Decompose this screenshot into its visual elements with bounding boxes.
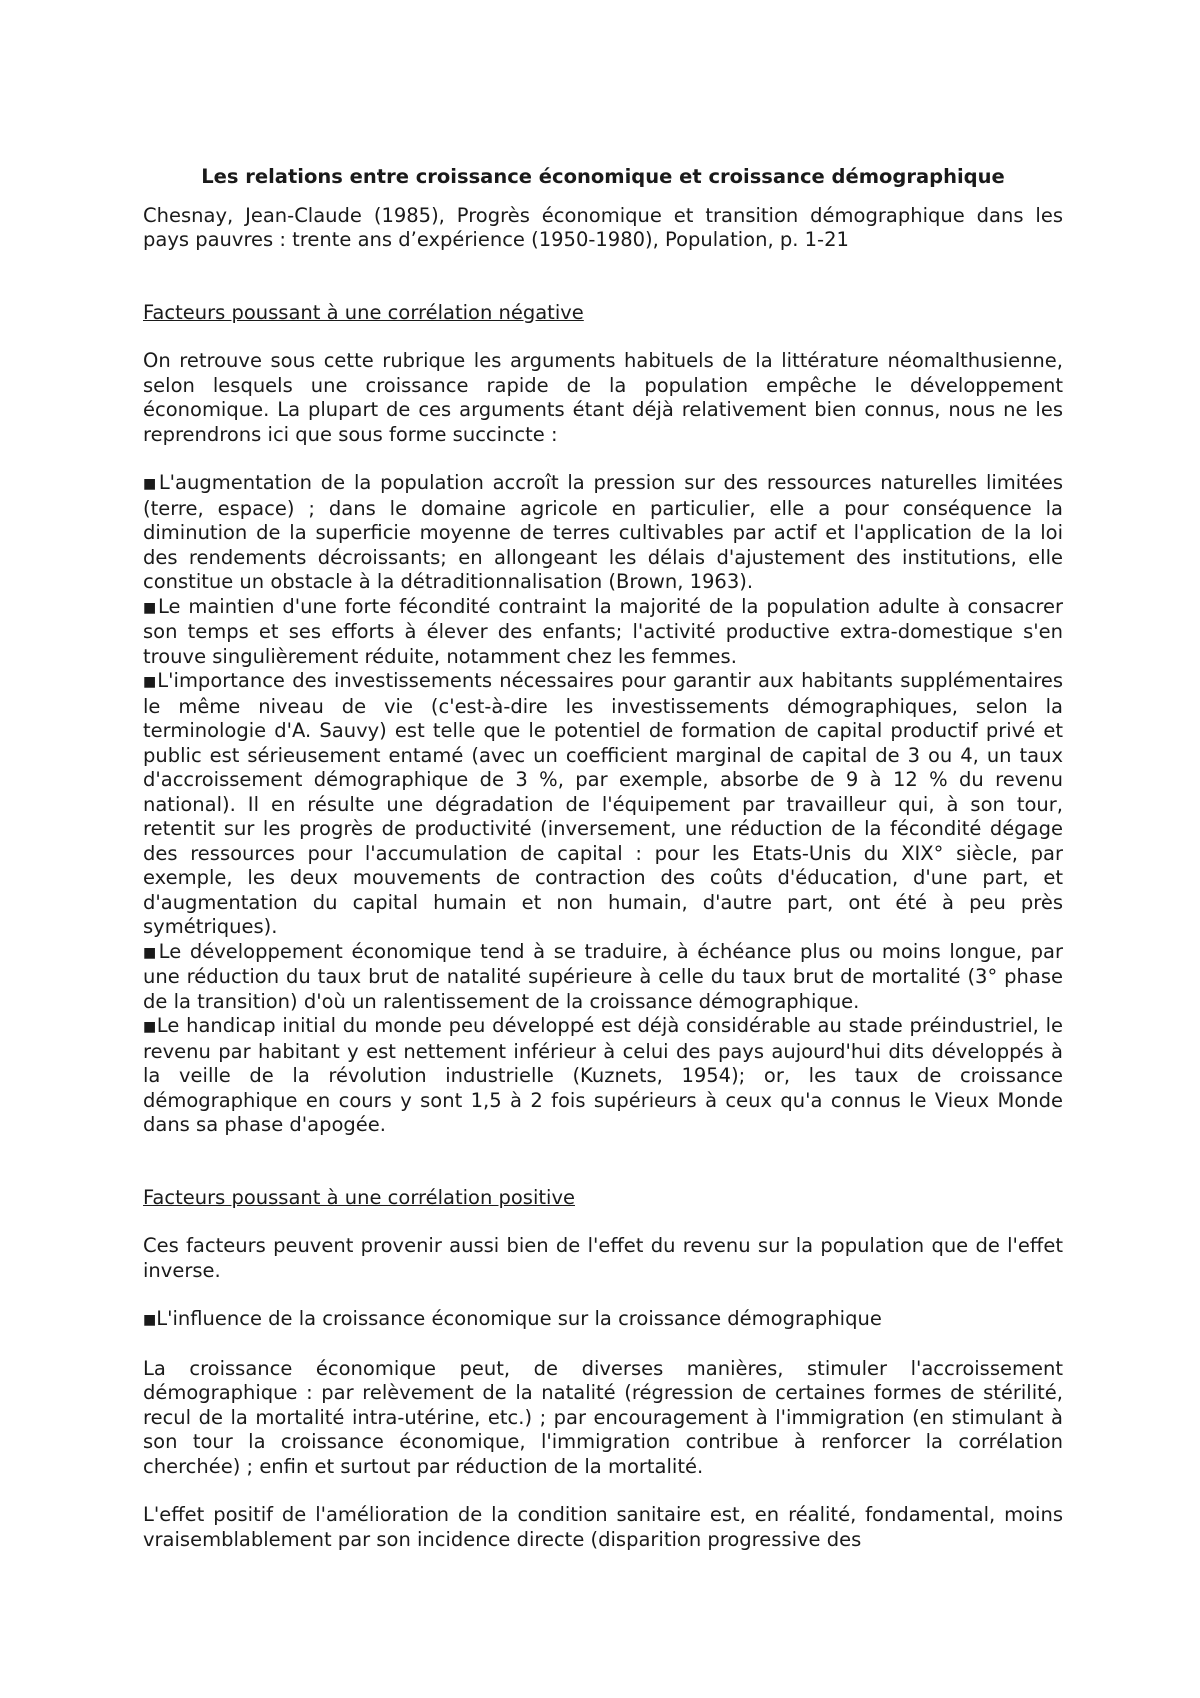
bullet-item <box>143 940 1063 1015</box>
square-bullet-icon: ■ <box>143 476 159 492</box>
document-page <box>143 165 1063 1552</box>
section-heading-negative: Facteurs poussant à une corrélation négative <box>143 300 584 324</box>
spacer <box>143 253 1063 301</box>
spacer <box>143 447 1063 471</box>
square-bullet-icon: ■ <box>143 674 158 690</box>
spacer <box>143 1138 1063 1186</box>
subheading-text: L'influence de la croissance économique sur la croissance démographique <box>156 1307 882 1330</box>
subheading-item <box>143 1307 1063 1333</box>
bullet-item <box>143 1014 1063 1138</box>
spacer <box>143 1333 1063 1357</box>
bullet-text: Le développement économique tend à se traduire, à échéance plus ou moins longue, par une réduction du taux brut de natalité supérieure à celle du taux brut de mortalité (3° phase de la transition) d'où un ralentissement de la croissance démographique. <box>143 939 1064 1013</box>
spacer <box>143 1283 1063 1307</box>
document-title: Les relations entre croissance économique et croissance démographique <box>201 165 1005 188</box>
bullet-text: Le handicap initial du monde peu développé est déjà considérable au stade préindustriel, le revenu par habitant y est nettement inférieur à celui des pays aujourd'hui dits développés à la veille de la révolution industrielle (Kuznets, 1954); or, les taux de croissance démographique en cours y sont 1,5 à 2 fois supérieurs à ceux qu'a connus le Vieux Monde dans sa phase d'apogée. <box>143 1014 1063 1136</box>
square-bullet-icon: ■ <box>143 1019 157 1035</box>
bullet-item <box>143 471 1063 595</box>
bullet-text: L'augmentation de la population accroît la pression sur des ressources naturelles limitées (terre, espace) ; dans le domaine agricole en particulier, elle a pour conséquence la diminution de la superficie moyenne de terres cultivables par actif et l'application de la loi des rendements décroissants; en allongeant les délais d'ajustement des institutions, elle constitue un obstacle à la détraditionnalisation (Brown, 1963). <box>143 471 1064 593</box>
bullet-item <box>143 595 1063 670</box>
section-positive-intro: Ces facteurs peuvent provenir aussi bien de l'effet du revenu sur la population que de l'effet inverse. <box>143 1234 1063 1282</box>
paragraph-economic-growth: La croissance économique peut, de diverses manières, stimuler l'accroissement démographique : par relèvement de la natalité (régression de certaines formes de stérilité, recul de la mortalité intra-utérine, etc.) ; par encouragement à l'immigration (en stimulant à son tour la croissance économique, l'immigration contribue à renforcer la corrélation cherchée) ; enfin et surtout par réduction de la mortalité. <box>143 1356 1063 1478</box>
bullet-item <box>143 669 1063 940</box>
section-heading-positive: Facteurs poussant à une corrélation positive <box>143 1185 575 1209</box>
bullet-text: Le maintien d'une forte fécondité contraint la majorité de la population adulte à consacrer son temps et ses efforts à élever des enfants; l'activité productive extra-domestique s'en trouve singulièrement réduite, notamment chez les femmes. <box>143 594 1063 668</box>
square-bullet-icon: ■ <box>143 599 158 616</box>
reference-citation: Chesnay, Jean-Claude (1985), Progrès économique et transition démographique dans les pays pauvres : trente ans d’expérience (1950-1980), Population, p. 1-21 <box>143 203 1063 251</box>
spacer <box>143 1479 1063 1503</box>
bullet-text: L'importance des investissements nécessaires pour garantir aux habitants supplémentaires le même niveau de vie (c'est-à-dire les investissements démographiques, selon la terminologie d'A. Sauvy) est telle que le potentiel de formation de capital productif privé et public est sérieusement entamé (avec un coefficient marginal de capital de 3 ou 4, un taux d'accroissement démographique de 3 %, par exemple, absorbe de 9 à 12 % du revenu national). Il en résulte une dégradation de l'équipement par travailleur qui, à son tour, retentit sur les progrès de productivité (inversement, une réduction de la fécondité dégage des ressources pour l'accumulation de capital : pour les Etats-Unis du XIX° siècle, par exemple, les deux mouvements de contraction des coûts d'éducation, d'une part, et d'augmentation du capital humain et non humain, d'autre part, ont été à peu près symétriques). <box>143 669 1063 938</box>
paragraph-sanitary-effect: L'effet positif de l'amélioration de la condition sanitaire est, en réalité, fondamental, moins vraisemblablement par son incidence directe (disparition progressive des <box>143 1503 1063 1551</box>
section-negative-intro: On retrouve sous cette rubrique les arguments habituels de la littérature néomalthusienne, selon lesquels une croissance rapide de la population empêche le développement économique. La plupart de ces arguments étant déjà relativement bien connus, nous ne les reprendrons ici que sous forme succincte : <box>143 349 1063 446</box>
square-bullet-icon: ■ <box>143 944 159 961</box>
square-bullet-icon: ■ <box>143 1312 157 1328</box>
